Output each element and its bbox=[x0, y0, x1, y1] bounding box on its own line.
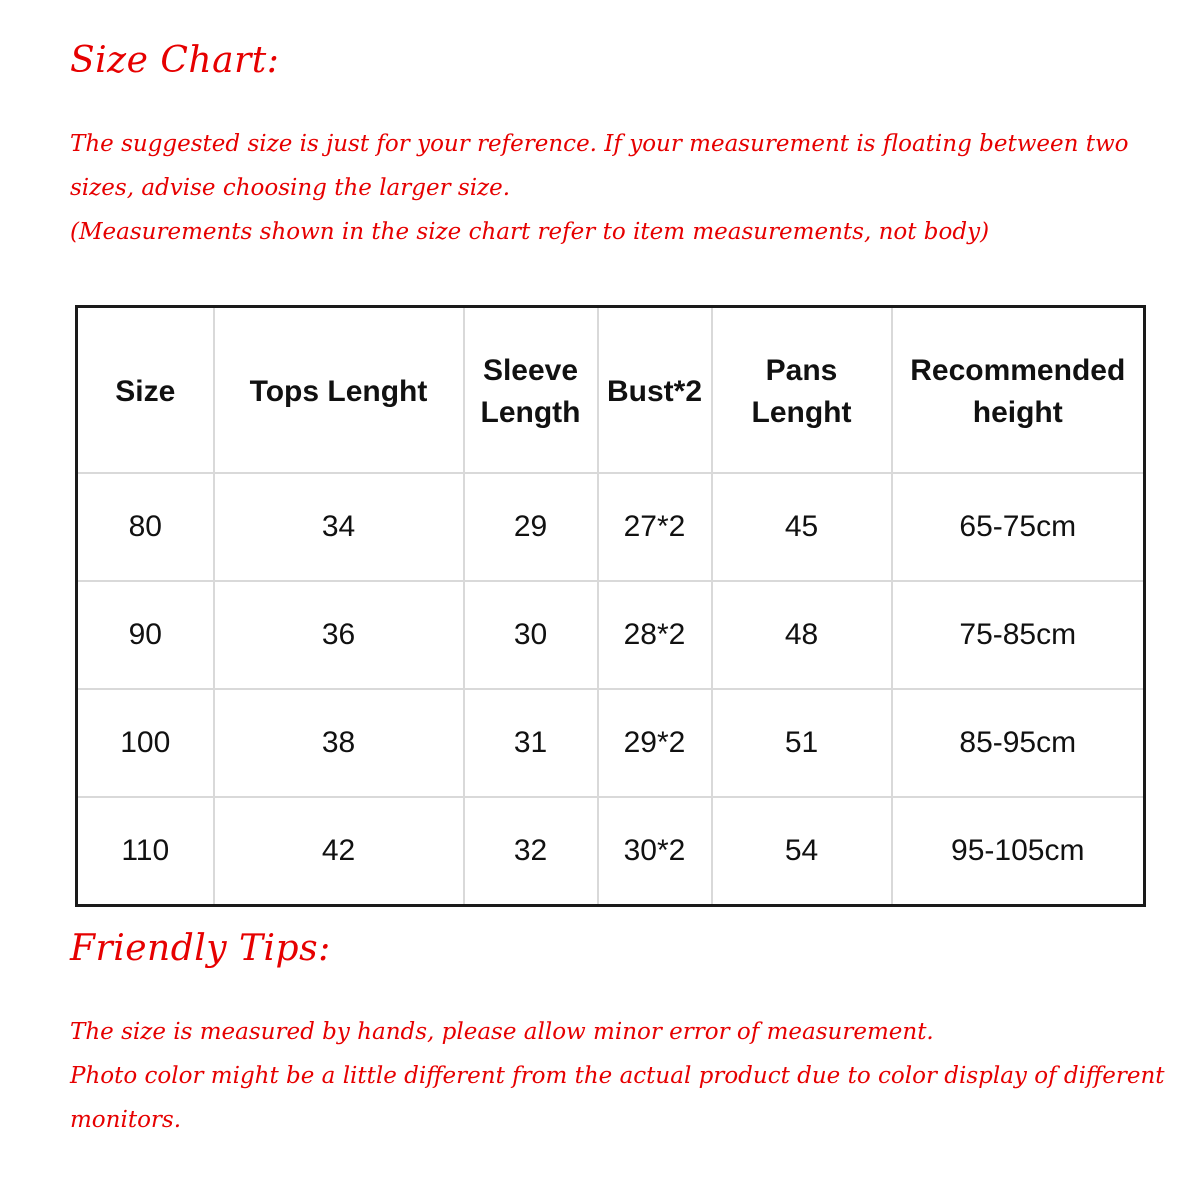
cell-size: 100 bbox=[77, 689, 214, 797]
cell-recommended-height: 65-75cm bbox=[892, 473, 1145, 581]
size-chart-notes bbox=[70, 122, 1180, 254]
cell-bust: 29*2 bbox=[598, 689, 712, 797]
header-tops-length bbox=[214, 307, 464, 474]
measurement-error-tip: The size is measured by hands, please allow minor error of measurement. bbox=[70, 1019, 934, 1045]
size-chart-title: Size Chart: bbox=[70, 40, 280, 81]
size-table bbox=[75, 305, 1146, 907]
table-row bbox=[77, 689, 1145, 797]
table-row bbox=[77, 473, 1145, 581]
header-sleeve-length bbox=[464, 307, 598, 474]
cell-size: 80 bbox=[77, 473, 214, 581]
cell-pants-length: 54 bbox=[712, 797, 892, 906]
cell-tops-length: 34 bbox=[214, 473, 464, 581]
color-difference-tip: Photo color might be a little different from the actual product due to color display of different monitors. bbox=[70, 1063, 1165, 1133]
cell-bust: 28*2 bbox=[598, 581, 712, 689]
friendly-tips-title: Friendly Tips: bbox=[70, 928, 331, 969]
header-recommended-height bbox=[892, 307, 1145, 474]
cell-sleeve-length: 31 bbox=[464, 689, 598, 797]
cell-pants-length: 45 bbox=[712, 473, 892, 581]
header-bust bbox=[598, 307, 712, 474]
header-pants-length bbox=[712, 307, 892, 474]
table-row bbox=[77, 797, 1145, 906]
header-tops-length-label: Tops Lenght bbox=[249, 375, 428, 408]
cell-tops-length: 42 bbox=[214, 797, 464, 906]
measurement-disclaimer-note: (Measurements shown in the size chart refer to item measurements, not body) bbox=[70, 219, 990, 245]
cell-recommended-height: 95-105cm bbox=[892, 797, 1145, 906]
header-bust-label: Bust*2 bbox=[606, 375, 703, 408]
header-recommended-height-line-1: Recommended bbox=[910, 354, 1126, 387]
cell-recommended-height: 85-95cm bbox=[892, 689, 1145, 797]
cell-bust: 30*2 bbox=[598, 797, 712, 906]
cell-size: 90 bbox=[77, 581, 214, 689]
header-sleeve-length-line-2: Length bbox=[480, 396, 581, 429]
header-size bbox=[77, 307, 214, 474]
header-recommended-height-line-2: height bbox=[972, 396, 1063, 429]
cell-tops-length: 38 bbox=[214, 689, 464, 797]
cell-pants-length: 51 bbox=[712, 689, 892, 797]
header-pants-length-line-1: Pans bbox=[765, 354, 838, 387]
cell-pants-length: 48 bbox=[712, 581, 892, 689]
size-advice-note: The suggested size is just for your reference. If your measurement is floating between two sizes, advise choosing the larger size. bbox=[70, 131, 1129, 201]
cell-size: 110 bbox=[77, 797, 214, 906]
cell-sleeve-length: 29 bbox=[464, 473, 598, 581]
cell-sleeve-length: 32 bbox=[464, 797, 598, 906]
cell-sleeve-length: 30 bbox=[464, 581, 598, 689]
header-pants-length-line-2: Lenght bbox=[751, 396, 852, 429]
header-size-label: Size bbox=[115, 375, 176, 408]
friendly-tips-notes bbox=[70, 1010, 1180, 1142]
table-header-row bbox=[77, 307, 1145, 474]
header-sleeve-length-line-1: Sleeve bbox=[482, 354, 579, 387]
cell-bust: 27*2 bbox=[598, 473, 712, 581]
cell-recommended-height: 75-85cm bbox=[892, 581, 1145, 689]
cell-tops-length: 36 bbox=[214, 581, 464, 689]
table-row bbox=[77, 581, 1145, 689]
